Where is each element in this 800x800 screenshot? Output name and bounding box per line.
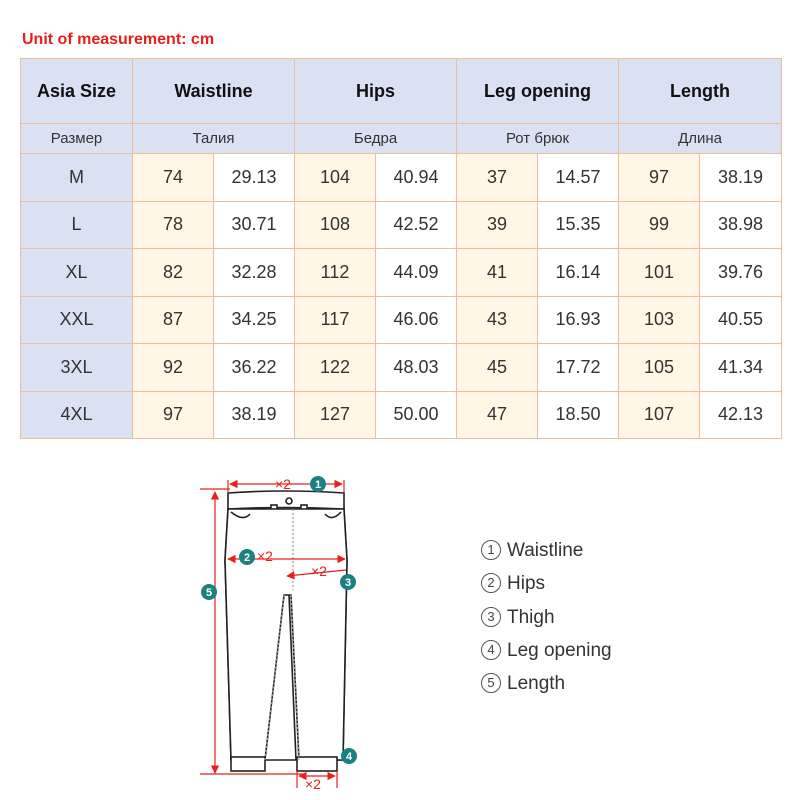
size-label: M: [21, 154, 133, 202]
waist-inch: 36.22: [214, 344, 295, 392]
leg-opening-cm: 39: [457, 201, 538, 249]
table-row: [21, 296, 782, 344]
length-cm: 105: [619, 344, 700, 392]
waist-inch: 29.13: [214, 154, 295, 202]
leg-opening-inch: 14.57: [538, 154, 619, 202]
legend-item-length: [481, 671, 612, 704]
waist-cm: 92: [133, 344, 214, 392]
waist-inch: 32.28: [214, 249, 295, 297]
table-row: [21, 154, 782, 202]
waist-inch: 34.25: [214, 296, 295, 344]
table-row: [21, 201, 782, 249]
table-row: [21, 344, 782, 392]
length-inch: 40.55: [700, 296, 782, 344]
marker-2-icon: [239, 549, 255, 565]
size-label: 4XL: [21, 391, 133, 439]
length-inch: 39.76: [700, 249, 782, 297]
leg-opening-cm: 43: [457, 296, 538, 344]
legend-label: Hips: [507, 573, 546, 595]
waist-cm: 97: [133, 391, 214, 439]
hips-inch: 44.09: [376, 249, 457, 297]
circled-number-icon: 2: [481, 573, 501, 593]
hips-cm: 108: [295, 201, 376, 249]
pants-measurement-diagram: [195, 470, 370, 795]
header-length: Length: [619, 59, 782, 124]
length-inch: 42.13: [700, 391, 782, 439]
waist-cm: 87: [133, 296, 214, 344]
svg-text:1: 1: [314, 479, 322, 491]
hips-inch: 40.94: [376, 154, 457, 202]
legend-label: Waistline: [507, 540, 584, 561]
leg-opening-multiplier: ×2: [305, 776, 321, 792]
waist-cm: 74: [133, 154, 214, 202]
marker-4-icon: [341, 748, 357, 764]
header-asia-size: Asia Size: [21, 59, 133, 124]
pants-outline-icon: [225, 491, 347, 771]
table-row: [21, 249, 782, 297]
svg-text:4: 4: [345, 751, 353, 763]
header-waistline: Waistline: [133, 59, 295, 124]
length-inch: 41.34: [700, 344, 782, 392]
waist-inch: 38.19: [214, 391, 295, 439]
svg-text:5: 5: [205, 587, 213, 599]
circled-number-icon: 3: [481, 607, 501, 627]
hips-inch: 50.00: [376, 391, 457, 439]
leg-opening-inch: 16.93: [538, 296, 619, 344]
thigh-multiplier: ×2: [311, 563, 327, 579]
length-inch: 38.98: [700, 201, 782, 249]
leg-opening-cm: 47: [457, 391, 538, 439]
legend-label: Leg opening: [507, 639, 612, 661]
length-inch: 38.19: [700, 154, 782, 202]
circled-number-icon: 5: [481, 673, 501, 693]
header-hips: Hips: [295, 59, 457, 124]
legend-item-hips: [481, 571, 612, 604]
hips-cm: 127: [295, 391, 376, 439]
hips-multiplier: ×2: [257, 548, 273, 564]
marker-5-icon: [201, 584, 217, 600]
subheader-leg-opening: Рот брюк: [457, 124, 619, 154]
unit-of-measurement-note: Unit of measurement: cm: [22, 31, 215, 48]
leg-opening-cm: 37: [457, 154, 538, 202]
subheader-length: Длина: [619, 124, 782, 154]
leg-opening-cm: 41: [457, 249, 538, 297]
size-label: L: [21, 201, 133, 249]
header-leg-opening: Leg opening: [457, 59, 619, 124]
length-cm: 103: [619, 296, 700, 344]
hips-inch: 42.52: [376, 201, 457, 249]
legend-item-leg-opening: [481, 638, 612, 671]
header-row: [21, 59, 782, 124]
waist-cm: 78: [133, 201, 214, 249]
legend-item-thigh: [481, 605, 612, 638]
measurement-legend: [481, 538, 612, 704]
subheader-hips: Бедра: [295, 124, 457, 154]
marker-1-icon: [310, 476, 326, 492]
subheader-row: [21, 124, 782, 154]
marker-3-icon: [340, 574, 356, 590]
legend-label: Length: [507, 673, 566, 695]
subheader-size: Размер: [21, 124, 133, 154]
subheader-waist: Талия: [133, 124, 295, 154]
legend-item-waistline: [481, 538, 612, 571]
hips-inch: 46.06: [376, 296, 457, 344]
size-label: XXL: [21, 296, 133, 344]
waist-inch: 30.71: [214, 201, 295, 249]
leg-opening-inch: 17.72: [538, 344, 619, 392]
circled-number-icon: 1: [481, 540, 501, 560]
leg-opening-cm: 45: [457, 344, 538, 392]
leg-opening-inch: 16.14: [538, 249, 619, 297]
legend-label: Thigh: [507, 606, 555, 628]
waist-multiplier: ×2: [275, 476, 291, 492]
table-row: [21, 391, 782, 439]
leg-opening-inch: 15.35: [538, 201, 619, 249]
length-cm: 107: [619, 391, 700, 439]
hips-cm: 112: [295, 249, 376, 297]
length-cm: 97: [619, 154, 700, 202]
hips-cm: 122: [295, 344, 376, 392]
svg-text:3: 3: [344, 577, 352, 589]
hips-cm: 117: [295, 296, 376, 344]
leg-opening-inch: 18.50: [538, 391, 619, 439]
size-label: 3XL: [21, 344, 133, 392]
hips-inch: 48.03: [376, 344, 457, 392]
hips-cm: 104: [295, 154, 376, 202]
size-chart-table: [20, 58, 782, 439]
length-cm: 101: [619, 249, 700, 297]
size-label: XL: [21, 249, 133, 297]
svg-text:2: 2: [243, 552, 251, 564]
length-cm: 99: [619, 201, 700, 249]
waist-cm: 82: [133, 249, 214, 297]
circled-number-icon: 4: [481, 640, 501, 660]
